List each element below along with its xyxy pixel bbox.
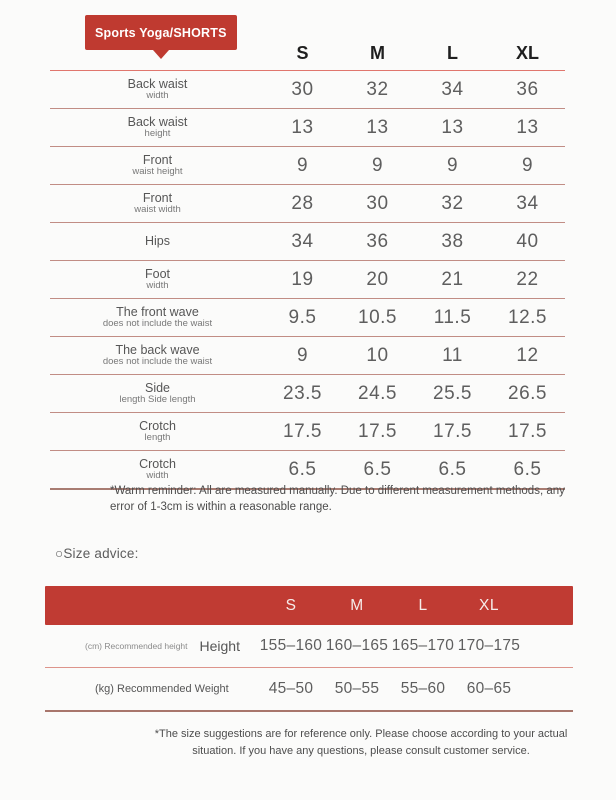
size-advice-heading: ○Size advice:: [55, 546, 139, 561]
row-label-main: Side: [144, 380, 171, 395]
cell-value-l: 11.5: [433, 306, 472, 328]
cell-value-l: 21: [441, 268, 464, 290]
row-label-cell: [50, 77, 265, 102]
warm-reminder-note: *Warm reminder: All are measured manually. Due to different measurement methods, any error of 1-3cm is within a reasonable range.: [110, 485, 565, 513]
badge-label: Sports Yoga/SHORTS: [95, 25, 227, 40]
cell-value-s: 13: [291, 116, 314, 138]
height-value-s: 155–160: [259, 637, 323, 654]
row-label-cell: [50, 191, 265, 216]
row-label-cell: [50, 381, 265, 406]
row-label-sub: length Side length: [119, 394, 196, 406]
weight-value-l: 55–60: [400, 680, 446, 697]
weight-value-xl: 60–65: [466, 680, 512, 697]
cell-value-s: 9.5: [288, 306, 317, 328]
cell-value-l: 11: [442, 344, 463, 366]
cell-value-m: 24.5: [358, 382, 397, 404]
cell-value-xl: 12: [516, 344, 539, 366]
table-row: [50, 375, 565, 413]
recommended-height-row: [45, 625, 573, 668]
cell-value-m: 17.5: [358, 420, 397, 442]
row-label-main: Crotch: [139, 418, 176, 433]
height-label-cell: [45, 638, 258, 654]
cell-value-s: 17.5: [283, 420, 322, 442]
row-label-main: Foot: [144, 266, 170, 281]
measurements-table-header: [50, 32, 565, 71]
table-row: [50, 413, 565, 451]
cell-value-l: 32: [441, 192, 464, 214]
cell-value-l: 6.5: [438, 458, 467, 480]
size-advice-table: [45, 586, 573, 712]
recommended-weight-row: [45, 668, 573, 712]
size-suggestion-disclaimer: *The size suggestions are for reference only. Please choose according to your actual situation. If you have any questions, please consult customer service.: [154, 728, 568, 757]
row-label-main: Front: [142, 190, 173, 205]
row-label-sub: waist height: [132, 166, 183, 178]
cell-value-l: 9: [446, 154, 459, 176]
column-header-xl: XL: [515, 43, 539, 63]
row-label-cell: [50, 234, 265, 248]
cell-value-m: 9: [371, 154, 384, 176]
row-label-main: Hips: [144, 234, 170, 249]
weight-value-m: 50–55: [334, 680, 380, 697]
row-label-main: The front wave: [116, 304, 199, 319]
height-unit-note: (cm) Recommended height: [85, 641, 188, 651]
cell-value-m: 10.5: [358, 306, 397, 328]
cell-value-xl: 12.5: [508, 306, 547, 328]
row-label-cell: [50, 343, 265, 368]
row-label-sub: width: [146, 280, 169, 292]
cell-value-xl: 34: [516, 192, 539, 214]
row-label-cell: [50, 457, 265, 482]
cell-value-l: 17.5: [433, 420, 472, 442]
cell-value-xl: 13: [516, 116, 539, 138]
cell-value-s: 23.5: [283, 382, 322, 404]
size-advice-header-bar: [45, 586, 573, 625]
cell-value-m: 13: [366, 116, 389, 138]
height-value-xl: 170–175: [457, 637, 521, 654]
row-label-main: Front: [142, 152, 173, 167]
row-label-main: The back wave: [115, 342, 200, 357]
size-table-body: [50, 71, 565, 490]
table-row: [50, 337, 565, 375]
cell-value-m: 6.5: [363, 458, 392, 480]
table-row: [50, 223, 565, 261]
table-row: [50, 261, 565, 299]
cell-value-xl: 26.5: [508, 382, 547, 404]
height-value-l: 165–170: [391, 637, 455, 654]
row-label-main: Back waist: [127, 76, 188, 91]
cell-value-m: 32: [366, 78, 389, 100]
cell-value-m: 10: [366, 344, 389, 366]
table-row: [50, 71, 565, 109]
row-label-cell: [50, 419, 265, 444]
cell-value-xl: 6.5: [513, 458, 542, 480]
cell-value-s: 28: [291, 192, 314, 214]
row-label-sub: does not include the waist: [102, 318, 213, 330]
row-label-cell: [50, 305, 265, 330]
cell-value-xl: 17.5: [508, 420, 547, 442]
column-header-m: M: [370, 43, 385, 63]
cell-value-l: 34: [441, 78, 464, 100]
column-header-s: S: [296, 43, 309, 63]
table-row: [50, 147, 565, 185]
weight-label-cell: [45, 683, 258, 695]
row-label-sub: height: [144, 128, 171, 140]
row-label-sub: width: [146, 470, 169, 482]
cell-value-s: 9: [296, 154, 309, 176]
cell-value-xl: 9: [521, 154, 534, 176]
column-header-l: L: [447, 43, 458, 63]
row-label-main: Crotch: [139, 456, 176, 471]
advice-column-m: M: [350, 596, 364, 614]
cell-value-m: 36: [366, 230, 389, 252]
table-row: [50, 109, 565, 147]
row-label-sub: does not include the waist: [102, 356, 213, 368]
cell-value-xl: 36: [516, 78, 539, 100]
weight-value-s: 45–50: [268, 680, 314, 697]
height-label: Height: [199, 638, 240, 654]
row-label-sub: width: [146, 90, 169, 102]
cell-value-l: 13: [441, 116, 464, 138]
cell-value-l: 25.5: [433, 382, 472, 404]
advice-column-s: S: [285, 596, 297, 614]
height-value-m: 160–165: [325, 637, 389, 654]
row-label-cell: [50, 153, 265, 178]
cell-value-s: 34: [291, 230, 314, 252]
cell-value-s: 6.5: [288, 458, 317, 480]
row-label-cell: [50, 267, 265, 292]
cell-value-s: 19: [291, 268, 314, 290]
cell-value-s: 30: [291, 78, 314, 100]
cell-value-xl: 40: [516, 230, 539, 252]
cell-value-s: 9: [296, 344, 309, 366]
row-label-main: Back waist: [127, 114, 188, 129]
cell-value-l: 38: [441, 230, 464, 252]
cell-value-m: 20: [366, 268, 389, 290]
row-label-sub: length: [144, 432, 171, 444]
cell-value-xl: 22: [516, 268, 539, 290]
table-row: [50, 185, 565, 223]
cell-value-m: 30: [366, 192, 389, 214]
row-label-cell: [50, 115, 265, 140]
weight-label: (kg) Recommended Weight: [95, 683, 229, 695]
advice-column-xl: XL: [479, 596, 499, 614]
row-label-sub: waist width: [134, 204, 181, 216]
advice-column-l: L: [418, 596, 428, 614]
table-row: [50, 299, 565, 337]
measurements-table: [50, 32, 565, 490]
